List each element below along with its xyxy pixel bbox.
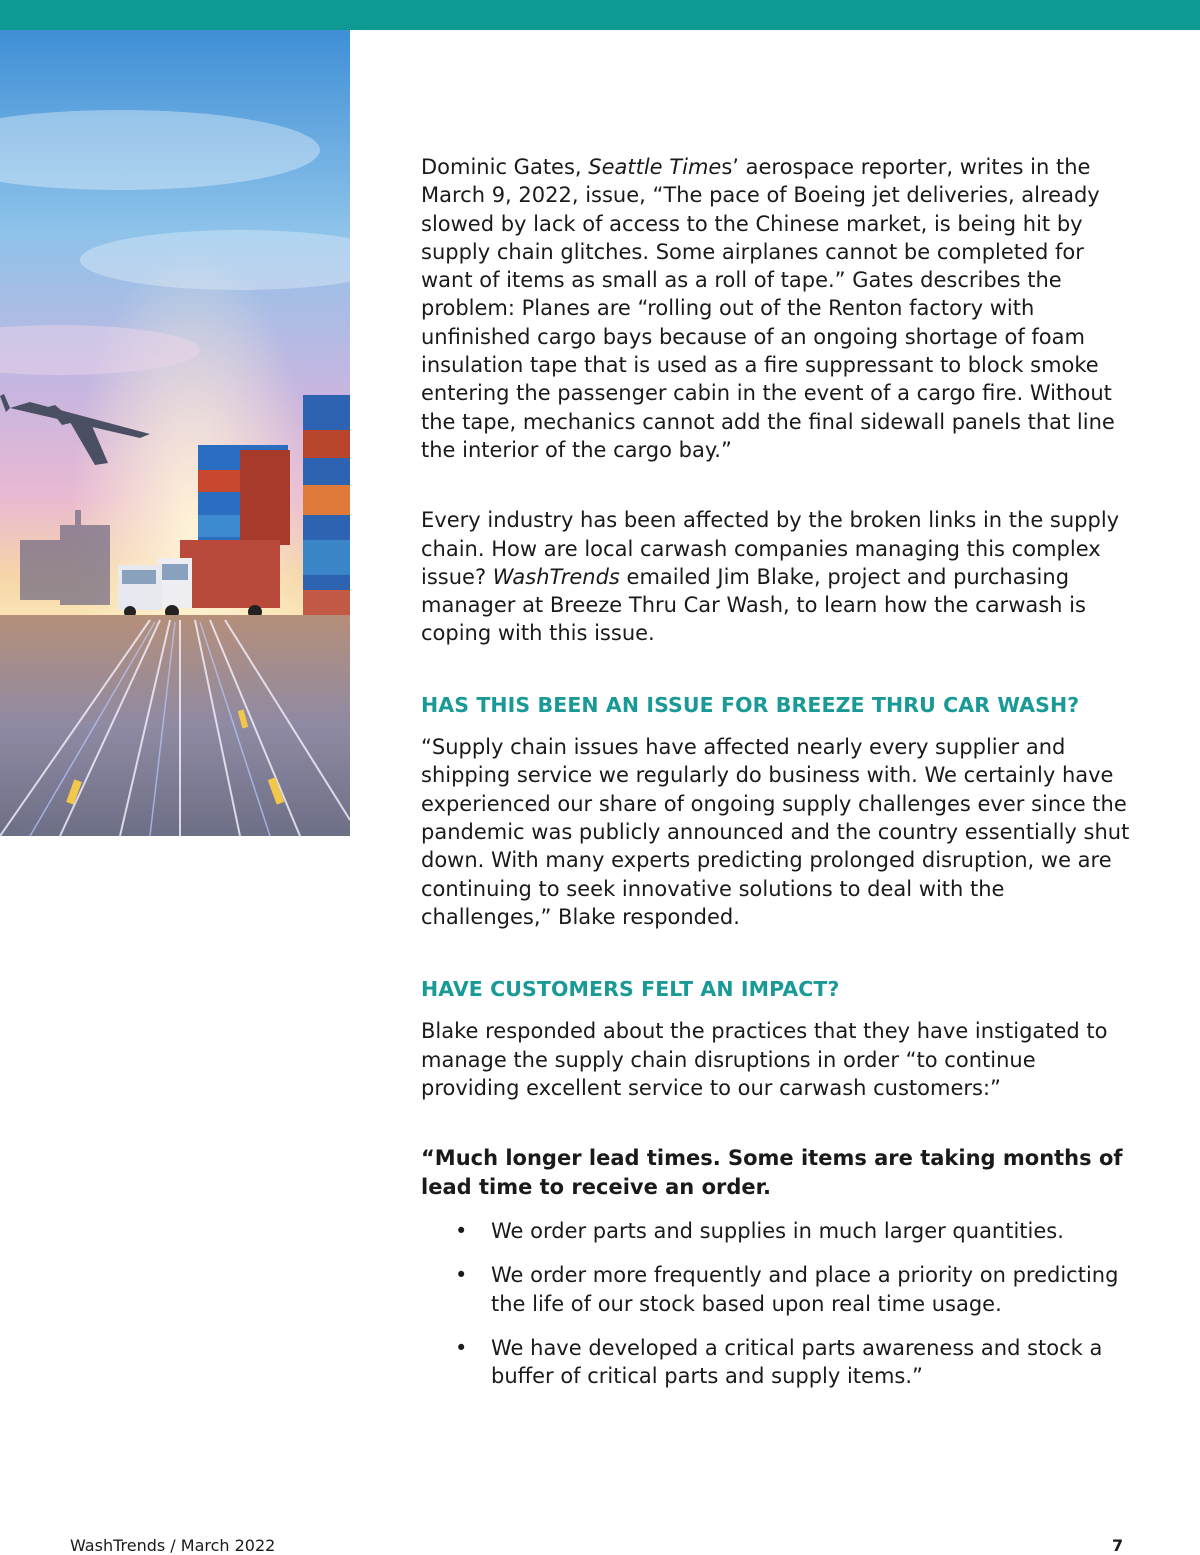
supply-chain-illustration [0,30,350,836]
list-item: • We order more frequently and place a priority on predicting the life of our stock based upon real time usage. [455,1263,1119,1316]
intro-paragraph: Dominic Gates, Seattle Times’ aerospace reporter, writes in the March 9, 2022, issue, “The pace of Boeing jet deliveries, already slowed by lack of access to the Chinese market, is being hit by supply chain glitches. Some airplanes cannot be completed for want of items as small as a roll of tape.” Gates describes the problem: Planes are “rolling out of the Renton factory with unfinished cargo bays because of an ongoing shortage of foam insulation tape that is used as a fire suppressant to block smoke entering the passenger cabin in the event of a cargo fire. Without the tape, mechanics cannot add the final sidewall panels that line the interior of the cargo bay.” [421,155,1115,462]
practices-paragraph: Blake responded about the practices that they have instigated to manage the supply chain disruptions in order “to continue providing excellent service to our carwash customers:” [421,1019,1108,1101]
list-item: • We have developed a critical parts awareness and stock a buffer of critical parts and supply items.” [455,1335,1103,1389]
list-item: • We order parts and supplies in much larger quantities. [421,1217,1133,1245]
hero-image [0,30,350,836]
bullet-icon: • [455,1335,468,1360]
publication-name: Seattle Time [588,155,722,179]
context-paragraph: Every industry has been affected by the broken links in the supply chain. How are local carwash companies managing this complex issue? WashTrends emailed Jim Blake, project and purchasing manager at Breeze Thru Car Wash, to learn how the carwash is coping with this issue. [421,508,1120,646]
magazine-name: WashTrends [492,564,620,589]
top-accent-bar [0,0,1200,30]
quote-lead: “Much longer lead times. Some items are taking months of lead time to receive an order. [421,1146,1123,1199]
page-number: 7 [1112,1536,1124,1555]
bullet-icon: • [455,1263,468,1288]
footer-publication: WashTrends / March 2022 [70,1536,276,1555]
bullet-icon: • [455,1218,468,1243]
article-body [421,153,1133,1406]
section-heading-impact: HAVE CUSTOMERS FELT AN IMPACT? [421,977,840,1002]
section-heading-issue: HAS THIS BEEN AN ISSUE FOR BREEZE THRU CAR WASH? [421,692,1080,717]
blake-response-paragraph: “Supply chain issues have affected nearly every supplier and shipping service we regularly do business with. We certainly have experienced our share of ongoing supply challenges ever since the pandemic was publicly announced and the country essentially shut down. With many experts predicting prolonged disruption, we are continuing to seek innovative solutions to deal with the challenges,” Blake responded. [421,735,1130,929]
practices-list [421,1217,1133,1390]
